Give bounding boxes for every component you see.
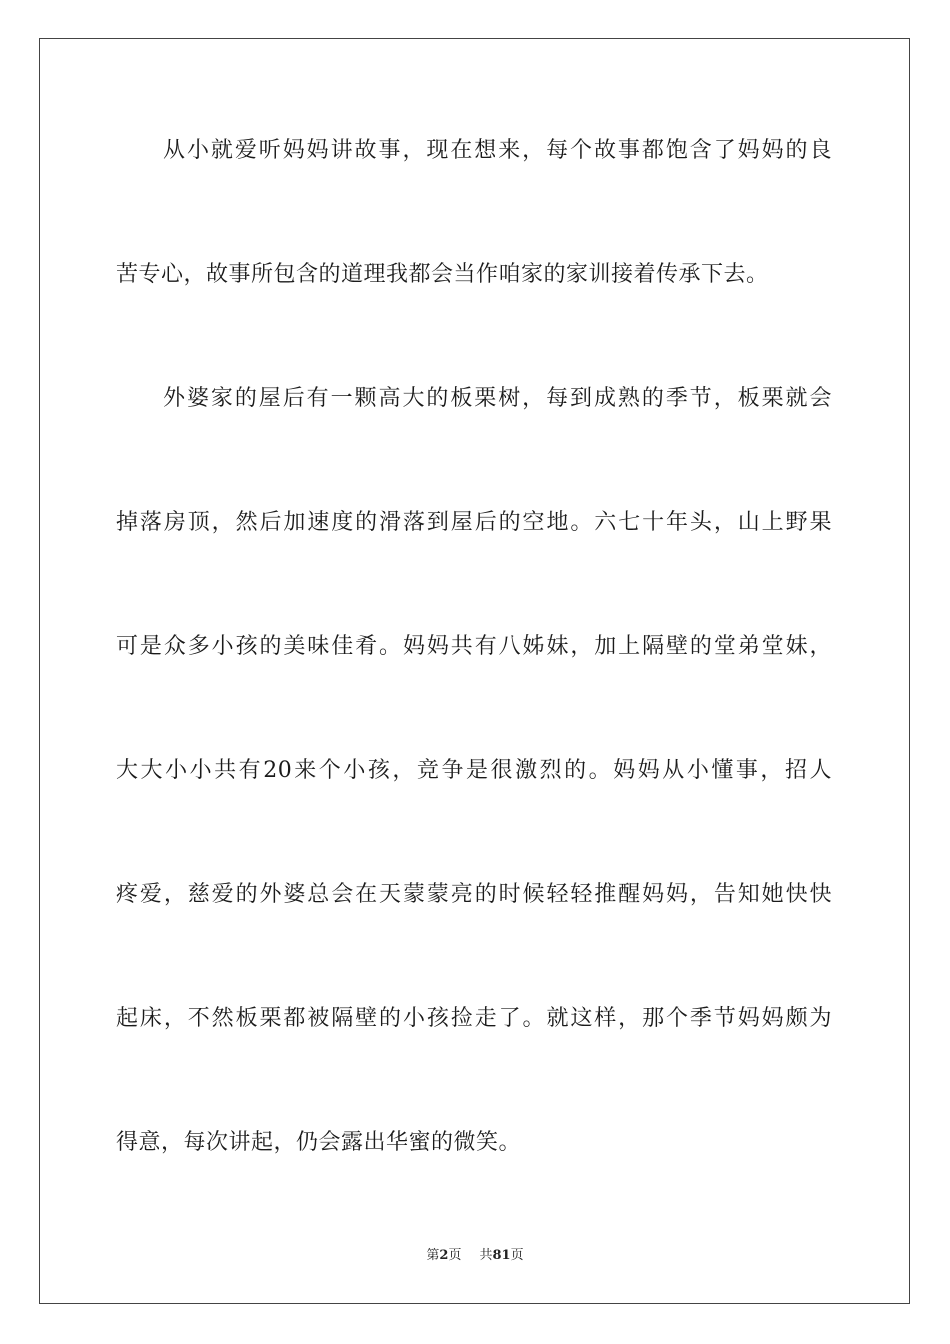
paragraph-2-line-4: 大大小小共有20来个小孩，竞争是很激烈的。妈妈从小懂事，招人 (116, 758, 832, 783)
page-suffix: 页 (448, 1248, 462, 1263)
total-prefix: 共 (479, 1248, 493, 1263)
total-pages: 81 (492, 1248, 511, 1263)
paragraph-2-line-5: 疼爱，慈爱的外婆总会在天蒙蒙亮的时候轻轻推醒妈妈，告知她快快 (116, 882, 832, 907)
page-number: 2 (439, 1248, 449, 1263)
page-footer (0, 1247, 950, 1265)
total-suffix: 页 (510, 1248, 524, 1263)
paragraph-2-line-2: 掉落房顶，然后加速度的滑落到屋后的空地。六七十年头，山上野果 (116, 510, 832, 535)
page-border (39, 38, 910, 1304)
page-prefix: 第 (426, 1248, 440, 1263)
paragraph-2-line-6: 起床，不然板栗都被隔壁的小孩捡走了。就这样，那个季节妈妈颇为 (116, 1006, 832, 1031)
paragraph-1-line-2: 苦专心，故事所包含的道理我都会当作咱家的家训接着传承下去。 (116, 262, 769, 287)
paragraph-2-line-7: 得意，每次讲起，仍会露出华蜜的微笑。 (116, 1130, 522, 1155)
paragraph-1-line-1: 从小就爱听妈妈讲故事，现在想来，每个故事都饱含了妈妈的良 (163, 138, 832, 163)
paragraph-2-line-3: 可是众多小孩的美味佳肴。妈妈共有八姊妹，加上隔壁的堂弟堂妹， (116, 634, 832, 659)
paragraph-2-line-1: 外婆家的屋后有一颗高大的板栗树，每到成熟的季节，板栗就会 (163, 386, 832, 411)
